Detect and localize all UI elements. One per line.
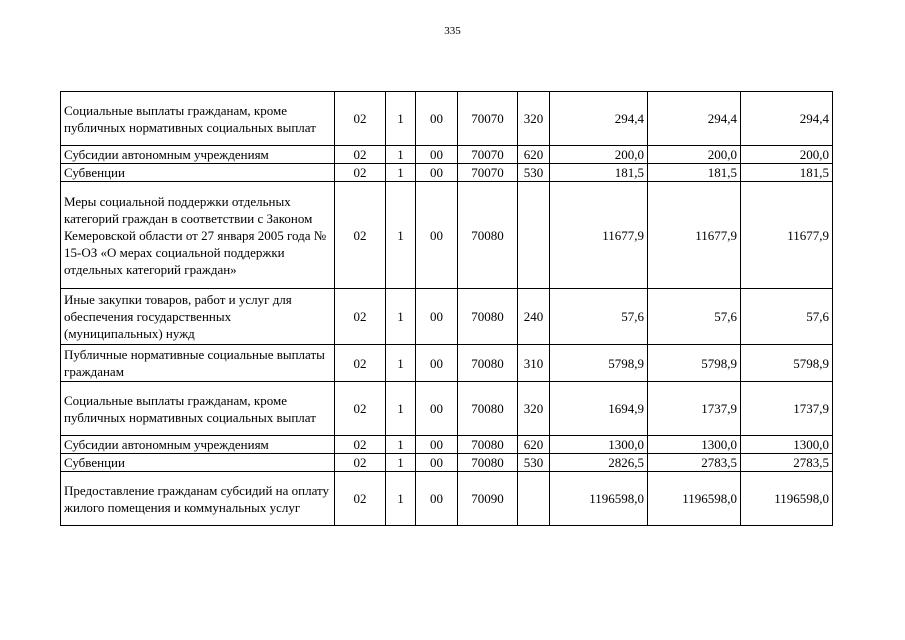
budget-table (60, 91, 833, 526)
table-row (61, 182, 833, 289)
row-name: Иные закупки товаров, работ и услуг для обеспечения государственных (муниципальных) нужд (61, 289, 335, 345)
code-section: 02 (335, 146, 386, 164)
code-expense-type: 310 (518, 345, 550, 382)
code-section: 02 (335, 92, 386, 146)
table-row (61, 345, 833, 382)
row-name: Социальные выплаты гражданам, кроме публичных нормативных социальных выплат (61, 92, 335, 146)
code-target: 70070 (458, 92, 518, 146)
amount-year-1: 181,5 (550, 164, 648, 182)
code-target: 70080 (458, 454, 518, 472)
amount-year-1: 2826,5 (550, 454, 648, 472)
code-program: 1 (386, 454, 416, 472)
code-target: 70090 (458, 472, 518, 526)
amount-year-2: 1196598,0 (648, 472, 741, 526)
code-expense-type: 320 (518, 382, 550, 436)
amount-year-3: 5798,9 (741, 345, 833, 382)
code-subprogram: 00 (416, 164, 458, 182)
code-expense-type: 320 (518, 92, 550, 146)
amount-year-1: 294,4 (550, 92, 648, 146)
code-subprogram: 00 (416, 436, 458, 454)
code-section: 02 (335, 182, 386, 289)
amount-year-3: 1737,9 (741, 382, 833, 436)
amount-year-2: 1737,9 (648, 382, 741, 436)
amount-year-2: 1300,0 (648, 436, 741, 454)
code-target: 70080 (458, 345, 518, 382)
amount-year-2: 181,5 (648, 164, 741, 182)
code-expense-type: 530 (518, 164, 550, 182)
amount-year-1: 1694,9 (550, 382, 648, 436)
code-program: 1 (386, 146, 416, 164)
page-number: 335 (444, 25, 461, 37)
code-target: 70080 (458, 436, 518, 454)
code-section: 02 (335, 454, 386, 472)
amount-year-3: 1196598,0 (741, 472, 833, 526)
table-row (61, 454, 833, 472)
code-expense-type: 240 (518, 289, 550, 345)
code-target: 70070 (458, 146, 518, 164)
amount-year-2: 200,0 (648, 146, 741, 164)
table-row (61, 472, 833, 526)
table-row (61, 92, 833, 146)
table-row (61, 164, 833, 182)
code-target: 70070 (458, 164, 518, 182)
amount-year-2: 11677,9 (648, 182, 741, 289)
code-program: 1 (386, 472, 416, 526)
amount-year-3: 294,4 (741, 92, 833, 146)
code-expense-type: 620 (518, 146, 550, 164)
code-section: 02 (335, 164, 386, 182)
amount-year-2: 2783,5 (648, 454, 741, 472)
code-section: 02 (335, 382, 386, 436)
amount-year-3: 200,0 (741, 146, 833, 164)
table-row (61, 289, 833, 345)
code-expense-type: 620 (518, 436, 550, 454)
row-name: Предоставление гражданам субсидий на оплату жилого помещения и коммунальных услуг (61, 472, 335, 526)
code-subprogram: 00 (416, 345, 458, 382)
code-target: 70080 (458, 182, 518, 289)
amount-year-3: 2783,5 (741, 454, 833, 472)
code-program: 1 (386, 436, 416, 454)
table-row (61, 382, 833, 436)
row-name: Субвенции (61, 454, 335, 472)
code-expense-type: 530 (518, 454, 550, 472)
amount-year-2: 5798,9 (648, 345, 741, 382)
code-target: 70080 (458, 382, 518, 436)
amount-year-1: 57,6 (550, 289, 648, 345)
code-expense-type (518, 182, 550, 289)
code-subprogram: 00 (416, 472, 458, 526)
code-program: 1 (386, 382, 416, 436)
amount-year-1: 1196598,0 (550, 472, 648, 526)
row-name: Субсидии автономным учреждениям (61, 146, 335, 164)
code-subprogram: 00 (416, 146, 458, 164)
row-name: Субвенции (61, 164, 335, 182)
table-row (61, 146, 833, 164)
code-section: 02 (335, 472, 386, 526)
amount-year-1: 1300,0 (550, 436, 648, 454)
row-name: Публичные нормативные социальные выплаты гражданам (61, 345, 335, 382)
code-program: 1 (386, 182, 416, 289)
amount-year-2: 57,6 (648, 289, 741, 345)
code-subprogram: 00 (416, 182, 458, 289)
table-row (61, 436, 833, 454)
code-subprogram: 00 (416, 454, 458, 472)
code-subprogram: 00 (416, 382, 458, 436)
code-program: 1 (386, 289, 416, 345)
amount-year-3: 181,5 (741, 164, 833, 182)
code-subprogram: 00 (416, 289, 458, 345)
code-subprogram: 00 (416, 92, 458, 146)
amount-year-2: 294,4 (648, 92, 741, 146)
code-target: 70080 (458, 289, 518, 345)
amount-year-1: 200,0 (550, 146, 648, 164)
amount-year-3: 57,6 (741, 289, 833, 345)
row-name: Субсидии автономным учреждениям (61, 436, 335, 454)
amount-year-1: 11677,9 (550, 182, 648, 289)
amount-year-1: 5798,9 (550, 345, 648, 382)
code-program: 1 (386, 92, 416, 146)
code-program: 1 (386, 345, 416, 382)
amount-year-3: 1300,0 (741, 436, 833, 454)
row-name: Меры социальной поддержки отдельных категорий граждан в соответствии с Законом Кемеровской области от 27 января 2005 года № 15-ОЗ «О мерах социальной поддержки отдельных категорий граждан» (61, 182, 335, 289)
code-section: 02 (335, 436, 386, 454)
amount-year-3: 11677,9 (741, 182, 833, 289)
code-expense-type (518, 472, 550, 526)
row-name: Социальные выплаты гражданам, кроме публичных нормативных социальных выплат (61, 382, 335, 436)
code-section: 02 (335, 289, 386, 345)
code-section: 02 (335, 345, 386, 382)
code-program: 1 (386, 164, 416, 182)
